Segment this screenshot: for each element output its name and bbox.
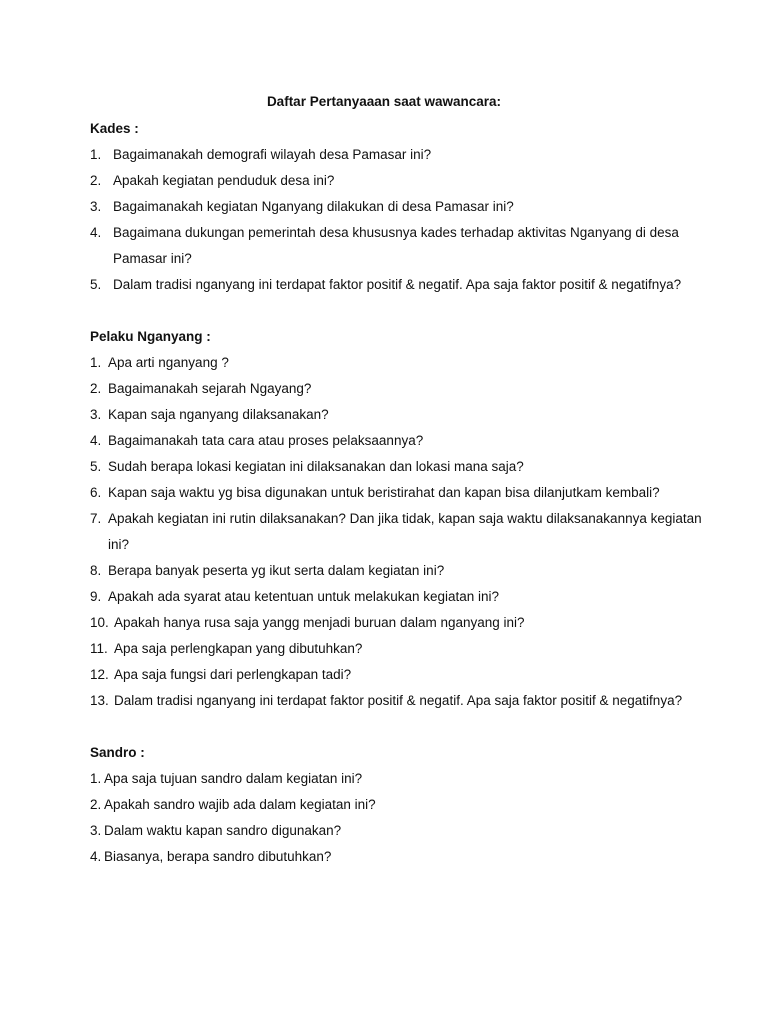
question-number: 2. [90, 381, 102, 396]
question-number: 1. [90, 147, 102, 162]
question-item [108, 536, 129, 554]
question-number: 3. [90, 407, 102, 422]
question-number: 3. [90, 199, 102, 214]
question-text: Apakah kegiatan ini rutin dilaksanakan? Dan jika tidak, kapan saja waktu dilaksanakannya kegiatan [108, 511, 702, 526]
question-text: Apa saja tujuan sandro dalam kegiatan ini? [104, 771, 363, 786]
question-item [90, 848, 331, 866]
question-text: Kapan saja nganyang dilaksanakan? [108, 407, 329, 422]
question-item [90, 640, 362, 658]
question-number: 2. [90, 173, 102, 188]
question-number: 5. [90, 277, 102, 292]
question-text: Biasanya, berapa sandro dibutuhkan? [104, 849, 332, 864]
question-text: Apakah sandro wajib ada dalam kegiatan ini? [104, 797, 376, 812]
question-text: Apakah kegiatan penduduk desa ini? [113, 173, 335, 188]
question-item [113, 250, 192, 268]
question-item [90, 484, 660, 502]
question-item [90, 354, 229, 372]
question-item [90, 562, 444, 580]
question-text: Berapa banyak peserta yg ikut serta dalam kegiatan ini? [108, 563, 445, 578]
question-item [90, 614, 525, 632]
question-text: Apa arti nganyang ? [108, 355, 229, 370]
question-item [90, 692, 682, 710]
question-text: Apa saja fungsi dari perlengkapan tadi? [114, 667, 352, 682]
question-item [90, 276, 681, 294]
question-item [90, 432, 423, 450]
question-number: 9. [90, 589, 102, 604]
question-item [90, 666, 351, 684]
question-item [90, 510, 702, 528]
question-item [90, 770, 362, 788]
question-number: 4. [90, 849, 102, 864]
question-text: Apakah hanya rusa saja yangg menjadi buruan dalam nganyang ini? [114, 615, 525, 630]
question-item [90, 822, 341, 840]
question-number: 4. [90, 433, 102, 448]
question-text: Dalam tradisi nganyang ini terdapat faktor positif & negatif. Apa saja faktor positif & negatifnya? [114, 693, 683, 708]
question-number: 3. [90, 823, 102, 838]
question-number: 1. [90, 355, 102, 370]
question-number: 6. [90, 485, 102, 500]
section-heading: Pelaku Nganyang : [90, 329, 211, 344]
question-number: 7. [90, 511, 102, 526]
question-item [90, 588, 499, 606]
question-text: Bagaimanakah kegiatan Nganyang dilakukan di desa Pamasar ini? [113, 199, 514, 214]
section-heading: Sandro : [90, 745, 145, 760]
question-text: Dalam tradisi nganyang ini terdapat faktor positif & negatif. Apa saja faktor positif & negatifnya? [113, 277, 682, 292]
question-text-continued: Pamasar ini? [113, 251, 192, 266]
question-item [90, 458, 524, 476]
question-number: 13. [90, 693, 109, 708]
question-number: 4. [90, 225, 102, 240]
question-number: 10. [90, 615, 109, 630]
question-text: Bagaimanakah sejarah Ngayang? [108, 381, 312, 396]
question-number: 5. [90, 459, 102, 474]
question-text: Bagaimanakah tata cara atau proses pelaksaannya? [108, 433, 424, 448]
question-number: 8. [90, 563, 102, 578]
question-number: 12. [90, 667, 109, 682]
question-text: Bagaimanakah demografi wilayah desa Pamasar ini? [113, 147, 432, 162]
question-item [90, 198, 514, 216]
question-number: 11. [90, 641, 108, 656]
question-text: Kapan saja waktu yg bisa digunakan untuk beristirahat dan kapan bisa dilanjutkam kembali? [108, 485, 660, 500]
question-text: Apa saja perlengkapan yang dibutuhkan? [114, 641, 363, 656]
section-heading: Kades : [90, 121, 139, 136]
question-text: Bagaimana dukungan pemerintah desa khususnya kades terhadap aktivitas Nganyang di desa [113, 225, 679, 240]
question-item [90, 172, 334, 190]
question-number: 2. [90, 797, 102, 812]
question-item [90, 224, 679, 242]
question-text: Sudah berapa lokasi kegiatan ini dilaksanakan dan lokasi mana saja? [108, 459, 524, 474]
question-item [90, 796, 376, 814]
document-title: Daftar Pertanyaaan saat wawancara: [266, 94, 502, 109]
question-item [90, 380, 311, 398]
question-text-continued: ini? [108, 537, 130, 552]
question-text: Apakah ada syarat atau ketentuan untuk melakukan kegiatan ini? [108, 589, 500, 604]
question-item [90, 406, 329, 424]
question-number: 1. [90, 771, 102, 786]
question-text: Dalam waktu kapan sandro digunakan? [104, 823, 342, 838]
question-item [90, 146, 431, 164]
